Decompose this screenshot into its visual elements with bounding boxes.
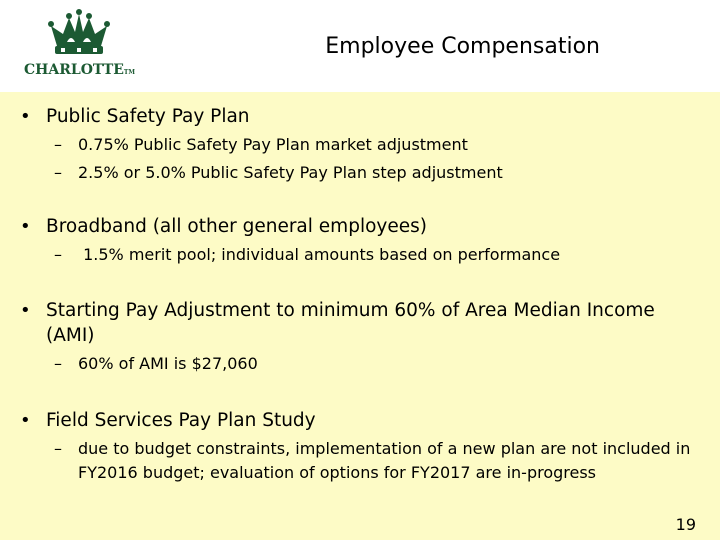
- logo-wordmark: CHARLOTTETM: [24, 62, 136, 78]
- bullet-item: [0, 408, 720, 485]
- bullet-icon: •: [20, 300, 31, 321]
- dash-icon: –: [54, 135, 62, 154]
- sub-bullet-text: 2.5% or 5.0% Public Safety Pay Plan step adjustment: [78, 163, 503, 182]
- dash-icon: –: [54, 163, 62, 182]
- sub-bullet-text: 60% of AMI is $27,060: [78, 354, 258, 373]
- dash-icon: –: [54, 354, 62, 373]
- bullet-icon: •: [20, 410, 31, 431]
- content-panel: [0, 92, 720, 540]
- bullet-item: [0, 104, 720, 185]
- sub-bullet-text: 1.5% merit pool; individual amounts based on performance: [78, 245, 561, 264]
- dash-icon: –: [54, 245, 62, 264]
- sub-bullet-text: 0.75% Public Safety Pay Plan market adjustment: [78, 135, 468, 154]
- page-title: Employee Compensation: [325, 34, 600, 59]
- bullet-text: Public Safety Pay Plan: [46, 106, 250, 127]
- sub-bullet-text: due to budget constraints, implementation of a new plan are not included in FY2016 budget; evaluation of options for FY2017 are in-progress: [78, 439, 691, 482]
- bullet-icon: •: [20, 216, 31, 237]
- bullet-text: Broadband (all other general employees): [46, 216, 427, 237]
- bullet-text: Starting Pay Adjustment to minimum 60% of Area Median Income (AMI): [46, 300, 655, 346]
- bullet-item: [0, 298, 720, 376]
- bullet-item: [0, 214, 720, 267]
- bullet-text: Field Services Pay Plan Study: [46, 410, 316, 431]
- dash-icon: –: [54, 439, 62, 458]
- page-number: 19: [675, 515, 696, 534]
- charlotte-logo: [24, 8, 134, 82]
- slide-header: [0, 0, 720, 92]
- crown-icon: [47, 8, 111, 58]
- bullet-icon: •: [20, 106, 31, 127]
